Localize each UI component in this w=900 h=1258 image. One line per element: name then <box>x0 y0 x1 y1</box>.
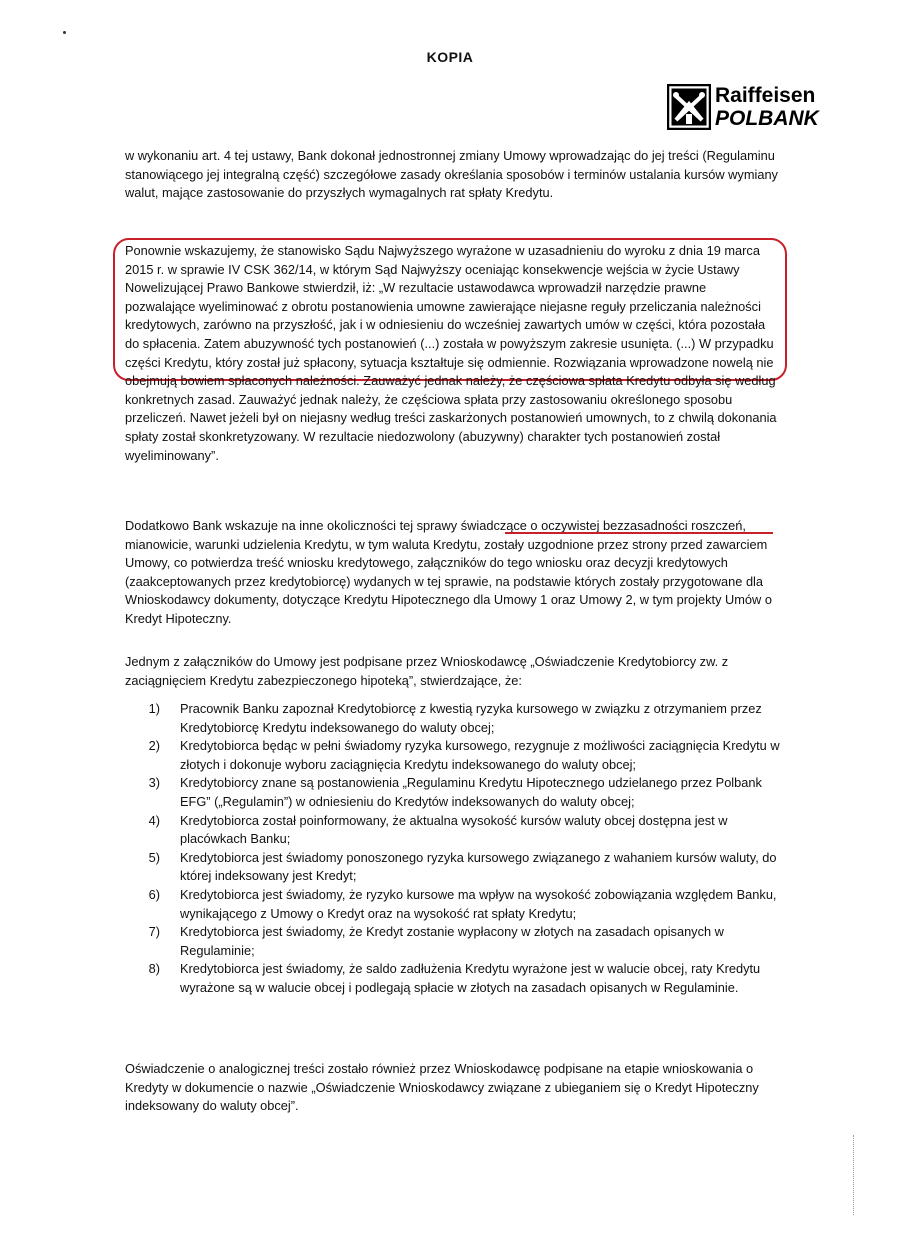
document-title: KOPIA <box>426 49 474 65</box>
list-item: 2) Kredytobiorca będąc w pełni świadomy ryzyka kursowego, rezygnuje z możliwości zaciągnięcia Kredytu w złotych i dokonuje wyboru zaciągnięcia Kredytu indeksowanego do waluty obcej; <box>148 738 780 772</box>
raiffeisen-crossed-gables-icon <box>667 84 711 130</box>
scan-speck <box>63 31 66 34</box>
statement-list <box>130 700 790 998</box>
logo-line-polbank: POLBANK <box>715 107 819 130</box>
paragraph-4: Jednym z załączników do Umowy jest podpisane przez Wnioskodawcę „Oświadczenie Kredytobiorcy zw. z zaciągnięciem Kredytu zabezpieczonego hipoteką”, stwierdzające, że: <box>125 654 729 688</box>
logo-line-raiffeisen: Raiffeisen <box>715 84 816 107</box>
paragraph-3: Dodatkowo Bank wskazuje na inne okoliczności tej sprawy świadczące o oczywistej bezzasadności roszczeń, mianowicie, warunki udzielenia Kredytu, w tym waluta Kredytu, zostały uzgodnione przez strony przed zawarciem Umowy, co potwierdza treść wniosku kredytowego, załączników do tego wniosku oraz decyzji kredytowych (zaakceptowanych przez kredytobiorcę) wydanych w tej sprawie, na podstawie których zostały przygotowane dla Wnioskodawcy dokumenty, dotyczące Kredytu Hipotecznego dla Umowy 1 oraz Umowy 2, w tym projekty Umów o Kredyt Hipoteczny. <box>125 518 772 626</box>
paragraph-1: w wykonaniu art. 4 tej ustawy, Bank dokonał jednostronnej zmiany Umowy wprowadzając do jej treści (Regulaminu stanowiącego jej integralną część) szczegółowe zasady określania sposobów i terminów ustalania kursów wymiany walut, mające zastosowanie do przyszłych wymagalnych rat spłaty Kredytu. <box>125 148 778 201</box>
red-underline <box>505 532 773 534</box>
list-item: 4) Kredytobiorca został poinformowany, że aktualna wysokość kursów waluty obcej dostępna jest w placówkach Banku; <box>148 812 728 847</box>
list-item: 5) Kredytobiorca jest świadomy ponoszonego ryzyka kursowego związanego z wahaniem kursów waluty, do której indeksowany jest Kredyt; <box>148 849 777 884</box>
paragraph-5: Oświadczenie o analogicznej treści zostało również przez Wnioskodawcę podpisane na etapie wnioskowania o Kredyty w dokumencie o nazwie „Oświadczenie Wnioskodawcy związane z ubieganiem się o Kredyt Hipoteczny indeksowany do waluty obcej”. <box>125 1061 759 1114</box>
logo-wordmark <box>715 84 819 130</box>
list-item: 7) Kredytobiorca jest świadomy, że Kredyt zostanie wypłacony w złotych na zasadach opisanych w Regulaminie; <box>148 924 724 958</box>
paragraph-2-quote: Ponownie wskazujemy, że stanowisko Sądu Najwyższego wyrażone w uzasadnieniu do wyroku z dnia 19 marca 2015 r. w sprawie IV CSK 362/14, w którym Sąd Najwyższy oceniając konsekwencje wejścia w życie Ustawy Nowelizującej Prawo Bankowe stwierdził, iż: „W rezultacie ustawodawca wprowadził narzędzie prawne pozwalające wyeliminować z obrotu postanowienia umowne zawierające niejasne reguły przeliczania należności kredytowych, zarówno na przyszłość, jak i w odniesieniu do wcześniej zawartych umów w części, która pozostała do spłacenia. Zatem abuzywność tych postanowień (...) została w powyższym zakresie usunięta. (...) W przypadku części Kredytu, który został już spłacony, sytuacja kształtuje się odmiennie. Rozwiązania wprowadzone nowelą nie obejmują bowiem spłaconych należności. Zauważyć jednak należy, że częściowa spłata Kredytu odbyła się według konkretnych zasad. Zauważyć jednak należy, że częściowa spłata przy zastosowaniu określonego sposobu przeliczeń. Nawet jeżeli był on niejasny według treści zaskarżonych postanowień umownych, to z chwilą dokonania spłaty został skonkretyzowany. W rezultacie niedozwolony (abuzywny) charakter tych postanowień został wyeliminowany”. <box>125 243 777 463</box>
list-item: 8) Kredytobiorca jest świadomy, że saldo zadłużenia Kredytu wyrażone jest w walucie obcej, raty Kredytu wyrażone są w walucie obcej i podlegają spłacie w złotych na zasadach opisanych w Regulaminie. <box>148 961 761 995</box>
margin-scan-mark <box>853 1135 866 1215</box>
raiffeisen-polbank-logo <box>667 84 837 134</box>
list-item: 3) Kredytobiorcy znane są postanowienia „Regulaminu Kredytu Hipotecznego udzielanego przez Polbank EFG” („Regulamin”) w odniesieniu do Kredytów indeksowanych do waluty obcej; <box>148 775 762 809</box>
list-item: 6) Kredytobiorca jest świadomy, że ryzyko kursowe ma wpływ na wysokość zobowiązania względem Banku, wynikającego z Umowy o Kredyt oraz na wysokość rat spłaty Kredytu; <box>148 886 777 921</box>
list-item: 1) Pracownik Banku zapoznał Kredytobiorcę z kwestią ryzyka kursowego w związku z otrzymaniem przez Kredytobiorcę Kredytu indeksowanego do waluty obcej; <box>148 701 762 735</box>
